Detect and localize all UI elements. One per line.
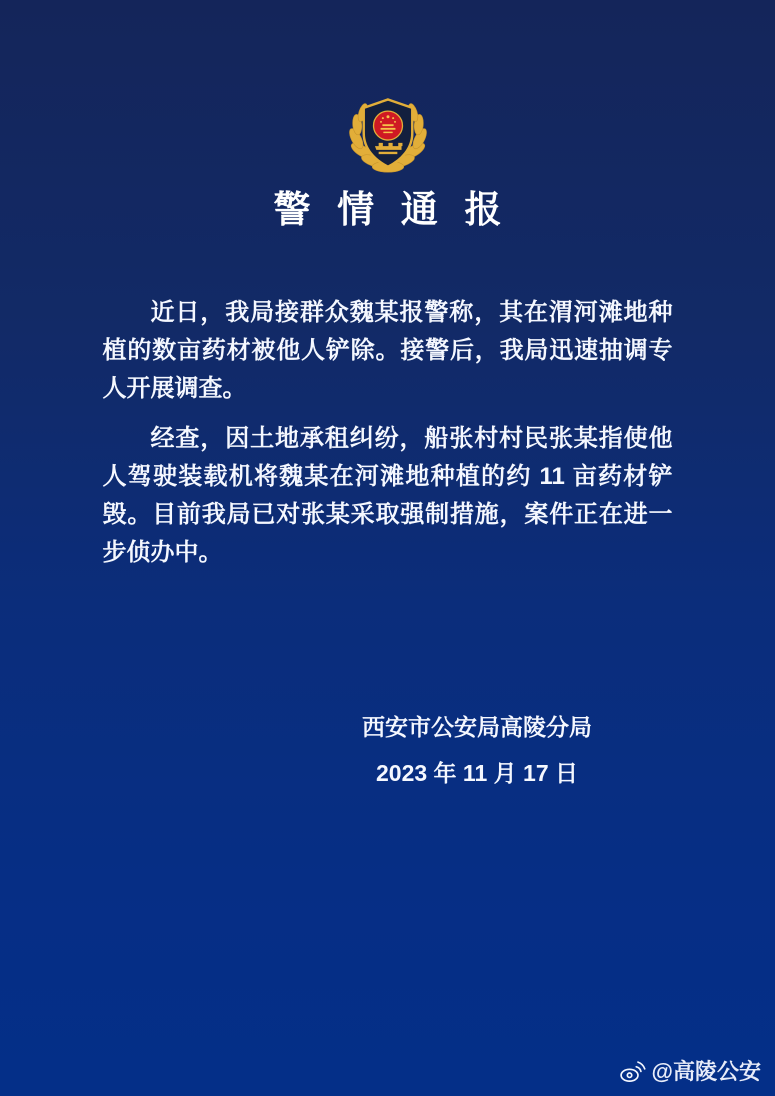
weibo-watermark <box>619 1055 761 1086</box>
weibo-account-label: @高陵公安 <box>651 1059 761 1084</box>
emblem-container <box>0 0 775 176</box>
weibo-icon <box>619 1059 646 1083</box>
paragraph-report: 近日，我局接群众魏某报警称，其在渭河滩地种植的数亩药材被他人铲除。接警后，我局迅速抽调专人开展调查。 <box>102 299 673 402</box>
paragraph-investigation: 经查，因土地承租纠纷，船张村村民张某指使他人驾驶装载机将魏某在河滩地种植的约 11 亩药材铲毁。目前我局已对张某采取强制措施，案件正在进一步侦办中。 <box>102 425 673 566</box>
notice-body <box>103 294 673 572</box>
issuing-authority: 西安市公安局高陵分局 <box>362 714 592 740</box>
notice-title: 警情通报 <box>273 189 529 230</box>
police-badge-icon <box>341 92 435 176</box>
notice-date: 2023 年 11 月 17 日 <box>375 760 578 786</box>
signature-block <box>322 704 632 796</box>
